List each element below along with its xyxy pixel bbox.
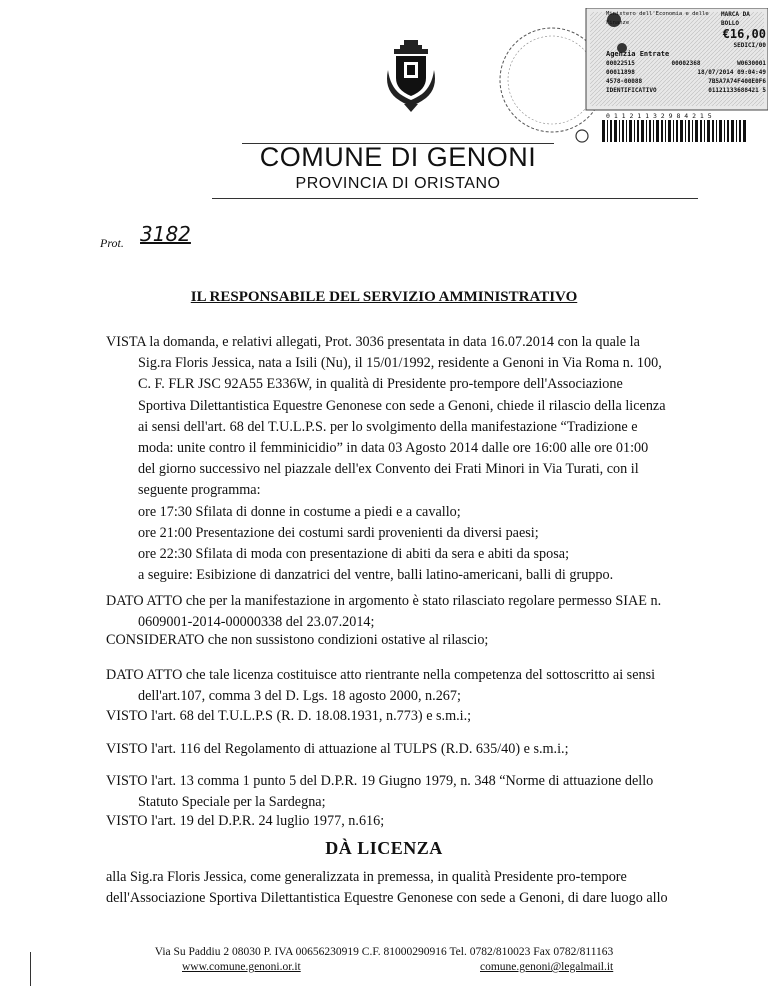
program-item: ore 21:00 Presentazione dei costumi sardi provenienti da diversi paesi; — [138, 524, 539, 541]
margin-line — [30, 952, 31, 986]
stamp-amount: €16,00 — [722, 27, 766, 41]
footer-address: Via Su Paddiu 2 08030 P. IVA 00656230919 C.F. 81000290916 Tel. 0782/810023 Fax 0782/811163 — [154, 946, 614, 958]
stamp-code: 00002368 — [671, 60, 701, 67]
protocol-number: 3182 — [140, 222, 191, 246]
visto-19-paragraph: VISTO l'art. 19 del D.P.R. 24 luglio 1977, n.616; — [106, 813, 385, 829]
text-line: Sportiva Dilettantistica Equestre Genonese con sede a Genoni, chiede il rilascio della licenza — [138, 397, 666, 414]
text-line: VISTO l'art. 13 comma 1 punto 5 del D.P.R. 19 Giugno 1979, n. 348 “Norme di attuazione dello — [106, 773, 654, 789]
final-paragraph — [106, 867, 722, 909]
stamp-code: 00022515 — [606, 60, 635, 67]
municipality-name: COMUNE DI GENONI — [259, 142, 537, 172]
document-heading: IL RESPONSABILE DEL SERVIZIO AMMINISTRATIVO — [190, 289, 578, 305]
dato-atto-licenza-paragraph — [106, 665, 722, 707]
visto-116-paragraph: VISTO l'art. 116 del Regolamento di attuazione al TULPS (R.D. 635/40) e s.m.i.; — [106, 741, 569, 757]
stamp-title: MARCA DA BOLLO — [720, 11, 750, 27]
text-line: DATO ATTO che per la manifestazione in argomento è stato rilasciato regolare permesso SIAE n. — [106, 593, 662, 609]
text-line: Statuto Speciale per la Sardegna; — [138, 794, 326, 811]
municipal-crest-icon — [382, 40, 440, 114]
text-line: dell'Associazione Sportiva Dilettantistica Equestre Genonese con sede a Genoni, di dare luogo allo — [106, 890, 668, 907]
stamp-ident: 01121133688421 5 — [708, 87, 766, 94]
text-line: del giorno successivo nel piazzale dell'ex Convento dei Frati Minori in Via Turati, con il — [138, 461, 639, 478]
text-line: ai sensi dell'art. 68 del T.U.L.P.S. per lo svolgimento della manifestazione “Tradizione e — [138, 418, 638, 435]
stamp-agency: Agenzia Entrate — [606, 50, 670, 58]
province-name: PROVINCIA DI ORISTANO — [295, 175, 501, 192]
stamp-code: 7B5A7A74F400E0F6 — [708, 78, 766, 85]
text-line: VISTA la domanda, e relativi allegati, Prot. 3036 presentata in data 16.07.2014 con la quale la — [106, 334, 640, 350]
header-underline — [212, 198, 698, 199]
stamp-code: 00011898 — [606, 69, 635, 76]
visto-13-paragraph — [106, 771, 722, 813]
footer-website-link[interactable]: www.comune.genoni.or.it — [182, 961, 301, 973]
text-line: Sig.ra Floris Jessica, nata a Isili (Nu), il 15/01/1992, residente a Genoni in Via Roma n. 100, — [138, 355, 662, 372]
program-item: a seguire: Esibizione di danzatrici del ventre, balli latino-americani, balli di gruppo. — [138, 567, 614, 584]
stamp-ident-label: IDENTIFICATIVO — [606, 87, 657, 94]
stamp-code: W0630001 — [737, 60, 766, 67]
stamp-date: 18/07/2014 09:04:49 — [697, 69, 766, 76]
text-line: 0609001-2014-00000338 del 23.07.2014; — [138, 614, 375, 631]
program-item: ore 17:30 Sfilata di donne in costume a piedi e a cavallo; — [138, 503, 461, 520]
text-line: moda: unite contro il femminicidio” in data 03 Agosto 2014 dalle ore 16:00 alle ore 01:00 — [138, 440, 649, 457]
footer-email-link[interactable]: comune.genoni@legalmail.it — [480, 961, 614, 973]
text-line: dell'art.107, comma 3 del D. Lgs. 18 agosto 2000, n.267; — [138, 688, 461, 705]
stamp-amount-words: SEDICI/00 — [733, 42, 766, 49]
program-item: ore 22:30 Sfilata di moda con presentazione di abiti da sera e abiti da sposa; — [138, 546, 570, 563]
text-line: C. F. FLR JSC 92A55 E336W, in qualità di Presidente pro-tempore dell'Associazione — [138, 376, 623, 393]
text-line: alla Sig.ra Floris Jessica, come generalizzata in premessa, in qualità Presidente pro-tempore — [106, 869, 627, 885]
visto-68-paragraph: VISTO l'art. 68 del T.U.L.P.S (R. D. 18.08.1931, n.773) e s.m.i.; — [106, 708, 472, 724]
da-licenza-heading: DÀ LICENZA — [325, 838, 443, 858]
barcode-number: 0 1 1 2 1 1 3 2 9 8 4 2 1 5 — [606, 112, 712, 120]
text-line: seguente programma: — [138, 482, 261, 499]
stamp-code: 4578-00088 — [606, 78, 643, 85]
barcode — [602, 120, 746, 142]
revenue-stamp — [490, 8, 768, 150]
protocol-label: Prot. — [100, 236, 124, 250]
dato-atto-siae-paragraph — [106, 591, 722, 633]
stamp-issuer: Ministero dell'Economia e delle Finanze — [606, 11, 709, 26]
considerato-paragraph: CONSIDERATO che non sussistono condizioni ostative al rilascio; — [106, 632, 489, 648]
vista-domanda-paragraph — [106, 332, 722, 586]
text-line: DATO ATTO che tale licenza costituisce atto rientrante nella competenza del sottoscritto ai sensi — [106, 667, 656, 683]
